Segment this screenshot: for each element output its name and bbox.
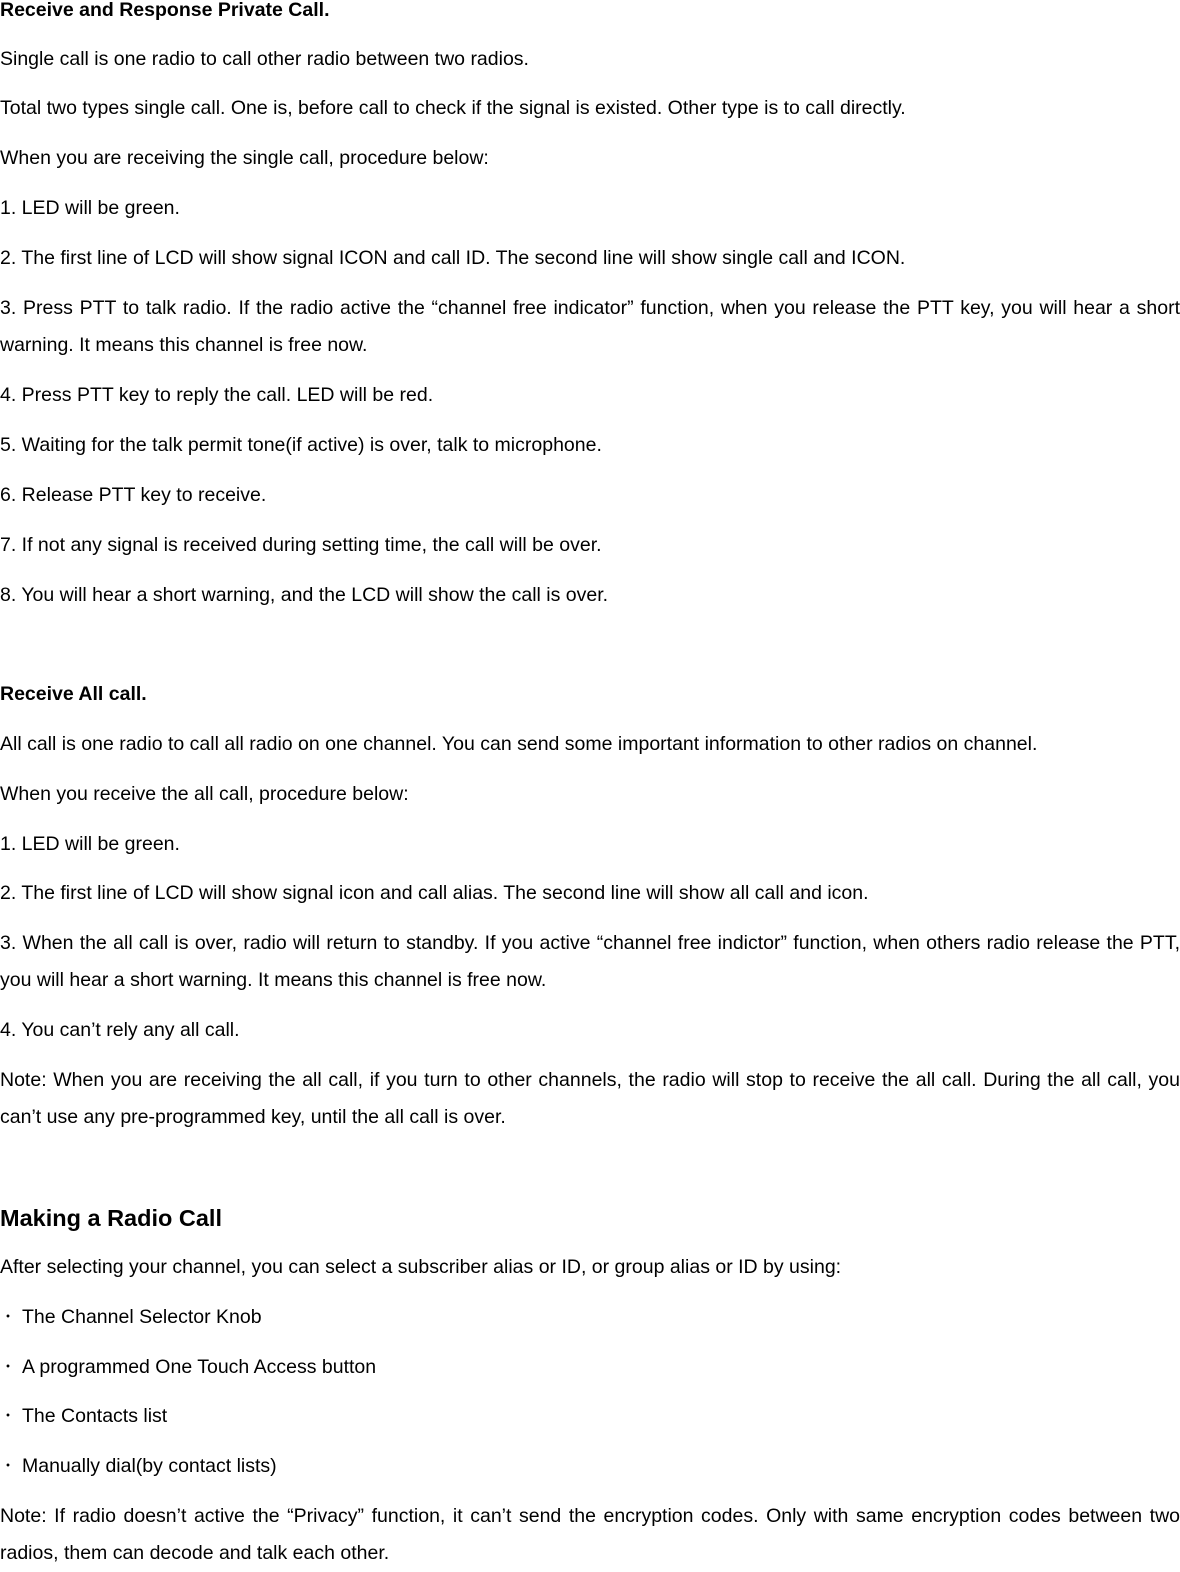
list-item: 1. LED will be green. bbox=[0, 197, 180, 219]
list-item: 4. You can’t rely any all call. bbox=[0, 1019, 240, 1041]
bullet-icon: ・ bbox=[0, 1408, 17, 1425]
list-item: 7. If not any signal is received during setting time, the call will be over. bbox=[0, 534, 602, 556]
paragraph: After selecting your channel, you can select a subscriber alias or ID, or group alias or ID by using: bbox=[0, 1256, 842, 1278]
bullet-icon: ・ bbox=[0, 1359, 17, 1376]
paragraph: All call is one radio to call all radio on one channel. You can send some important information to other radios on channel. bbox=[0, 733, 1038, 755]
bullet-item bbox=[0, 1398, 1180, 1435]
bullet-icon: ・ bbox=[0, 1458, 17, 1475]
bullet-text: The Contacts list bbox=[22, 1405, 168, 1427]
list-item: 2. The first line of LCD will show signal ICON and call ID. The second line will show single call and ICON. bbox=[0, 247, 906, 269]
paragraph: When you are receiving the single call, procedure below: bbox=[0, 147, 489, 169]
list-item: 8. You will hear a short warning, and the LCD will show the call is over. bbox=[0, 584, 609, 606]
list-item: 3. When the all call is over, radio will return to standby. If you active “channel free indictor” function, when others radio release the PTT, you will hear a short warning. It means this channel is free now. bbox=[0, 932, 1180, 991]
note-paragraph: Note: If radio doesn’t active the “Privacy” function, it can’t send the encryption codes. Only with same encryption codes between two radios, them can decode and talk each other. bbox=[0, 1505, 1180, 1564]
bullet-text: The Channel Selector Knob bbox=[22, 1306, 262, 1328]
bullet-item bbox=[0, 1299, 1180, 1336]
section-heading-all-call: Receive All call. bbox=[0, 683, 147, 705]
paragraph: Total two types single call. One is, before call to check if the signal is existed. Other type is to call directly. bbox=[0, 97, 906, 119]
bullet-icon: ・ bbox=[0, 1309, 17, 1326]
paragraph: When you receive the all call, procedure below: bbox=[0, 783, 409, 805]
bullet-item bbox=[0, 1448, 1180, 1485]
list-item: 1. LED will be green. bbox=[0, 833, 180, 855]
list-item: 6. Release PTT key to receive. bbox=[0, 484, 267, 506]
bullet-text: A programmed One Touch Access button bbox=[22, 1356, 377, 1378]
bullet-item bbox=[0, 1349, 1180, 1386]
list-item: 2. The first line of LCD will show signal icon and call alias. The second line will show all call and icon. bbox=[0, 882, 869, 904]
section-heading-private-call: Receive and Response Private Call. bbox=[0, 0, 330, 21]
paragraph: Single call is one radio to call other radio between two radios. bbox=[0, 48, 529, 70]
list-item: 4. Press PTT key to reply the call. LED will be red. bbox=[0, 384, 434, 406]
bullet-text: Manually dial(by contact lists) bbox=[22, 1455, 277, 1477]
note-paragraph: Note: When you are receiving the all call, if you turn to other channels, the radio will stop to receive the all call. During the all call, you can’t use any pre-programmed key, until the all call is over. bbox=[0, 1069, 1180, 1128]
section-heading-making-radio-call: Making a Radio Call bbox=[0, 1205, 222, 1231]
list-item: 3. Press PTT to talk radio. If the radio active the “channel free indicator” function, when you release the PTT key, you will hear a short warning. It means this channel is free now. bbox=[0, 297, 1180, 356]
list-item: 5. Waiting for the talk permit tone(if active) is over, talk to microphone. bbox=[0, 434, 602, 456]
